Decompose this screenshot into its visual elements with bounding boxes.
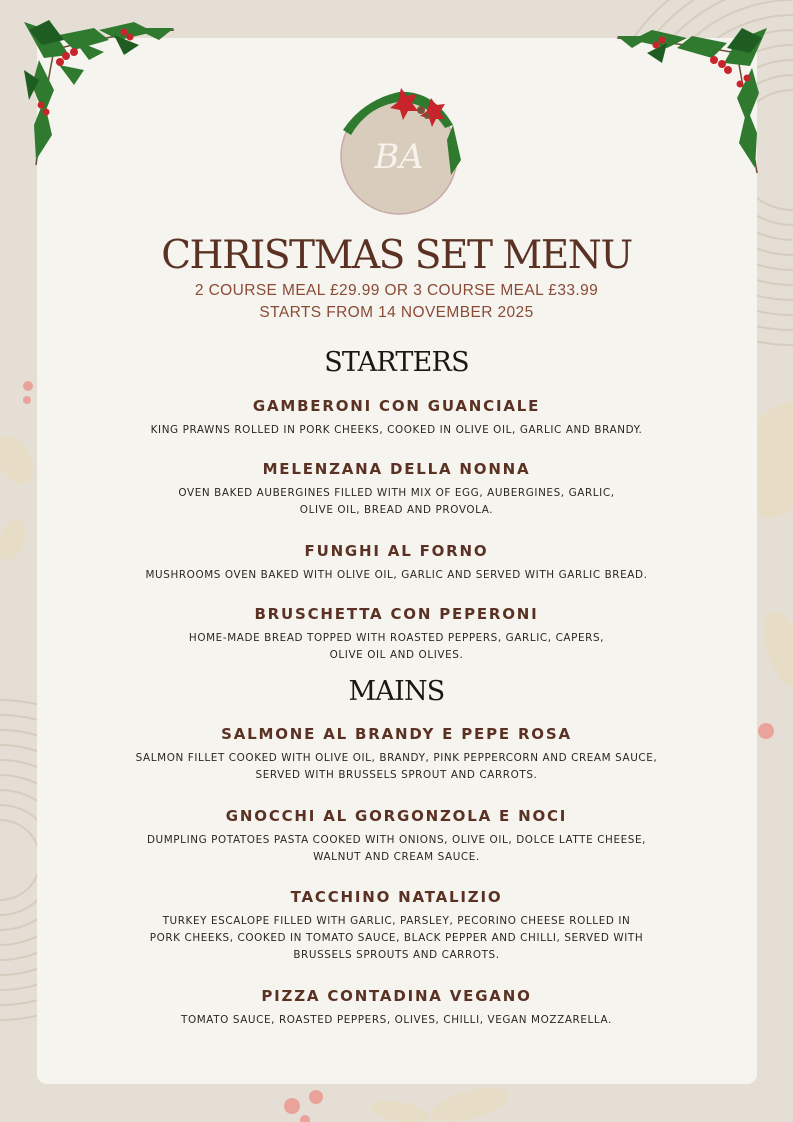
starters-heading: STARTERS [324,347,469,378]
main-item [60,724,733,784]
dish-description: OVEN BAKED AUBERGINES FILLED WITH MIX OF EGG, AUBERGINES, GARLIC, OLIVE OIL, BREAD AND PROVOLA. [178,487,615,516]
main-item [60,986,733,1029]
dish-name: SALMONE AL BRANDY E PEPE ROSA [221,725,572,743]
mains-heading: MAINS [348,676,445,707]
dish-name: MELENZANA DELLA NONNA [262,460,531,478]
dish-name: PIZZA CONTADINA VEGANO [261,987,532,1005]
main-item [60,806,733,866]
dish-description: DUMPLING POTATOES PASTA COOKED WITH ONIONS, OLIVE OIL, DOLCE LATTE CHEESE, WALNUT AND CREAM SAUCE. [146,834,647,863]
starter-item [60,459,733,519]
dish-description: SALMON FILLET COOKED WITH OLIVE OIL, BRANDY, PINK PEPPERCORN AND CREAM SAUCE, SERVED WITH BRUSSELS SPROUT AND CARROTS. [135,752,658,781]
menu-start-date: STARTS FROM 14 NOVEMBER 2025 [259,304,534,321]
dish-name: BRUSCHETTA CON PEPERONI [254,605,539,623]
main-item [60,887,733,964]
restaurant-logo [333,80,465,218]
menu-pricing: 2 COURSE MEAL £29.99 OR 3 COURSE MEAL £33.99 [194,282,599,299]
dish-name: GAMBERONI CON GUANCIALE [252,397,541,415]
dish-description: TURKEY ESCALOPE FILLED WITH GARLIC, PARSLEY, PECORINO CHEESE ROLLED IN PORK CHEEKS, COOKED IN TOMATO SAUCE, BLACK PEPPER AND CHILLI, SERVED WITH BRUSSELS SPROUTS AND CARROTS. [149,915,644,961]
starter-item [60,396,733,439]
starter-item [60,541,733,584]
dish-name: GNOCCHI AL GORGONZOLA E NOCI [225,807,568,825]
starter-item [60,604,733,664]
dish-description: MUSHROOMS OVEN BAKED WITH OLIVE OIL, GARLIC AND SERVED WITH GARLIC BREAD. [145,569,648,581]
dish-description: TOMATO SAUCE, ROASTED PEPPERS, OLIVES, CHILLI, VEGAN MOZZARELLA. [181,1014,612,1026]
dish-name: TACCHINO NATALIZIO [290,888,503,906]
dish-description: KING PRAWNS ROLLED IN PORK CHEEKS, COOKED IN OLIVE OIL, GARLIC AND BRANDY. [150,424,643,436]
holly-corner-top-left-icon [14,10,179,170]
menu-title: CHRISTMAS SET MENU [161,233,632,278]
holly-corner-top-right-icon [612,18,777,178]
logo-monogram: BA [374,137,424,177]
dish-name: FUNGHI AL FORNO [304,542,489,560]
dish-description: HOME-MADE BREAD TOPPED WITH ROASTED PEPPERS, GARLIC, CAPERS, OLIVE OIL AND OLIVES. [188,632,605,661]
